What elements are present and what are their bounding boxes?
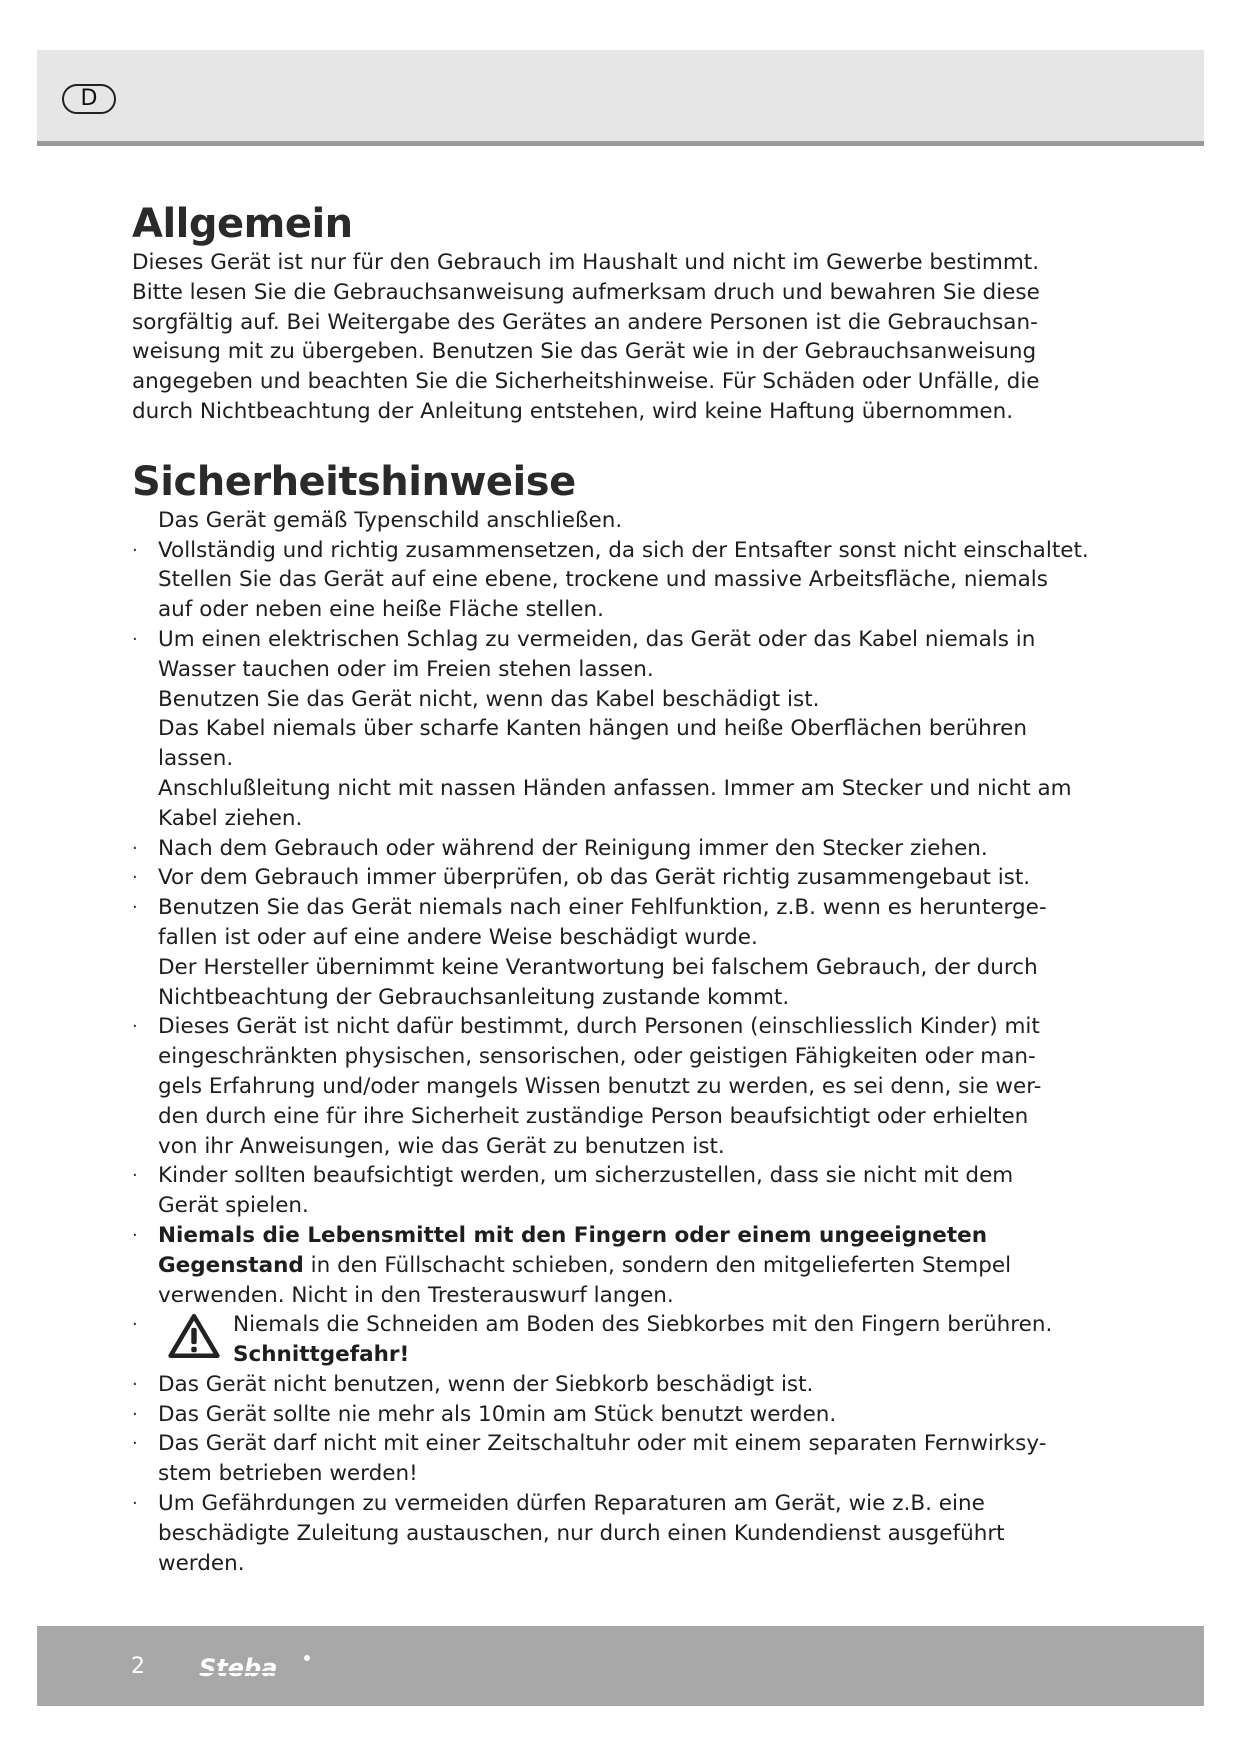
safety-line: fallen ist oder auf eine andere Weise beschädigt wurde. [158, 924, 758, 950]
finger-warning-line [158, 1251, 1132, 1281]
safety-item [132, 1429, 1132, 1489]
safety-line: Das Gerät nicht benutzen, wenn der Siebkorb beschädigt ist. [158, 1371, 814, 1397]
header-band [37, 50, 1204, 146]
safety-item [132, 893, 1132, 953]
safety-line: Das Gerät sollte nie mehr als 10min am Stück benutzt werden. [158, 1401, 837, 1427]
safety-item [132, 863, 1132, 893]
blade-warning-line: Niemals die Schneiden am Boden des Siebkorbes mit den Fingern berühren. [233, 1312, 1053, 1338]
safety-line: Anschlußleitung nicht mit nassen Händen anfassen. Immer am Stecker und nicht am [158, 775, 1072, 801]
safety-line: Um einen elektrischen Schlag zu vermeiden, das Gerät oder das Kabel niemals in [158, 626, 1036, 652]
warning-triangle-icon [167, 1312, 221, 1360]
safety-line: Dieses Gerät ist nicht dafür bestimmt, durch Personen (einschliesslich Kinder) mit [158, 1014, 1040, 1040]
safety-line: eingeschränkten physischen, sensorischen, oder geistigen Fähigkeiten oder man- [158, 1044, 1036, 1070]
section-title-general: Allgemein [132, 201, 353, 247]
safety-item [132, 774, 1132, 834]
safety-line: Benutzen Sie das Gerät niemals nach einer Fehlfunktion, z.B. wenn es herunterge- [158, 895, 1047, 921]
safety-line: Nach dem Gebrauch oder während der Reinigung immer den Stecker ziehen. [158, 835, 988, 861]
safety-line: lassen. [158, 746, 234, 772]
bullet-marker: · [132, 1165, 138, 1187]
general-paragraph [132, 248, 1132, 427]
safety-line: Das Gerät darf nicht mit einer Zeitschaltuhr oder mit einem separaten Fernwirksy- [158, 1431, 1047, 1457]
safety-item [132, 685, 1132, 715]
bullet-marker: · [132, 1016, 138, 1038]
general-line: angegeben und beachten Sie die Sicherheitshinweise. Für Schäden oder Unfälle, die [132, 369, 1040, 395]
finger-warning-rest: in den Füllschacht schieben, sondern den mitgelieferten Stempel [303, 1252, 1012, 1278]
page-content [132, 200, 1132, 1578]
safety-line: Benutzen Sie das Gerät nicht, wenn das Kabel beschädigt ist. [158, 686, 820, 712]
finger-warning-bold-word: Gegenstand [158, 1252, 304, 1278]
safety-line: auf oder neben eine heiße Fläche stellen. [158, 597, 604, 623]
safety-item [132, 714, 1132, 774]
bullet-marker: · [132, 1314, 138, 1336]
safety-item [132, 536, 1132, 566]
safety-line: Stellen Sie das Gerät auf eine ebene, trockene und massive Arbeitsfläche, niemals [158, 567, 1048, 593]
safety-item [132, 1161, 1132, 1221]
safety-line: Das Gerät gemäß Typenschild anschließen. [158, 507, 623, 533]
safety-item [132, 625, 1132, 685]
bullet-marker: · [132, 837, 138, 859]
safety-line: beschädigte Zuleitung austauschen, nur durch einen Kundendienst ausgeführt [158, 1520, 1005, 1546]
bullet-marker: · [132, 1224, 138, 1246]
bullet-marker: · [132, 897, 138, 919]
finger-warning-item [132, 1221, 1132, 1310]
safety-item [132, 1012, 1132, 1161]
page-number: 2 [131, 1654, 145, 1679]
language-badge: D [62, 84, 116, 114]
bullet-marker: · [132, 1373, 138, 1395]
general-line: weisung mit zu übergeben. Benutzen Sie das Gerät wie in der Gebrauchsanweisung [132, 339, 1037, 365]
safety-item [132, 565, 1132, 625]
bullet-marker: · [132, 628, 138, 650]
safety-line: gels Erfahrung und/oder mangels Wissen benutzt zu werden, es sei denn, sie wer- [158, 1073, 1042, 1099]
safety-item [132, 834, 1132, 864]
safety-item [132, 1370, 1132, 1400]
general-line: sorgfältig auf. Bei Weitergabe des Gerätes an andere Personen ist die Gebrauchsan- [132, 309, 1038, 335]
safety-line: Das Kabel niemals über scharfe Kanten hängen und heiße Oberflächen berühren [158, 716, 1028, 742]
bullet-marker: · [132, 867, 138, 889]
safety-line: Der Hersteller übernimmt keine Verantwortung bei falschem Gebrauch, der durch [158, 954, 1038, 980]
bullet-marker: · [132, 1403, 138, 1425]
safety-item [132, 1400, 1132, 1430]
safety-line: Vollständig und richtig zusammensetzen, da sich der Entsafter sonst nicht einschaltet. [158, 537, 1089, 563]
safety-line: Wasser tauchen oder im Freien stehen lassen. [158, 656, 654, 682]
blade-warning-text [233, 1310, 1052, 1370]
safety-line: Nichtbeachtung der Gebrauchsanleitung zustande kommt. [158, 984, 790, 1010]
safety-item [132, 1489, 1132, 1578]
safety-line: Kabel ziehen. [158, 805, 303, 831]
finger-warning-line: verwenden. Nicht in den Tresterauswurf langen. [158, 1282, 674, 1308]
steba-logo [195, 1648, 315, 1688]
brand-name: Steba [199, 1654, 278, 1682]
bullet-marker: · [132, 1493, 138, 1515]
general-line: Bitte lesen Sie die Gebrauchsanweisung aufmerksam druch und bewahren Sie diese [132, 279, 1040, 305]
safety-line: den durch eine für ihre Sicherheit zuständige Person beaufsichtigt oder erhielten [158, 1103, 1029, 1129]
safety-line: Gerät spielen. [158, 1193, 309, 1219]
general-line: Dieses Gerät ist nur für den Gebrauch im Haushalt und nicht im Gewerbe bestimmt. [132, 250, 1040, 275]
blade-warning-bold: Schnittgefahr! [233, 1342, 410, 1368]
bullet-marker: · [132, 539, 138, 561]
finger-warning-bold: Niemals die Lebensmittel mit den Fingern oder einem ungeeigneten [158, 1222, 988, 1248]
safety-list [132, 506, 1132, 1579]
safety-line: Um Gefährdungen zu vermeiden dürfen Reparaturen am Gerät, wie z.B. eine [158, 1491, 985, 1517]
general-line: durch Nichtbeachtung der Anleitung entstehen, wird keine Haftung übernommen. [132, 398, 1014, 424]
section-title-safety: Sicherheitshinweise [132, 458, 576, 505]
bullet-marker: · [132, 1433, 138, 1455]
footer-band [37, 1626, 1204, 1706]
safety-item [132, 506, 1132, 536]
safety-line: Vor dem Gebrauch immer überprüfen, ob das Gerät richtig zusammengebaut ist. [158, 865, 1031, 891]
safety-line: werden. [158, 1550, 245, 1576]
safety-item [132, 953, 1132, 1013]
safety-line: von ihr Anweisungen, wie das Gerät zu benutzen ist. [158, 1133, 725, 1159]
safety-line: stem betrieben werden! [158, 1461, 418, 1487]
blade-warning-item [132, 1310, 1132, 1370]
safety-line: Kinder sollten beaufsichtigt werden, um sicherzustellen, dass sie nicht mit dem [158, 1163, 1014, 1189]
